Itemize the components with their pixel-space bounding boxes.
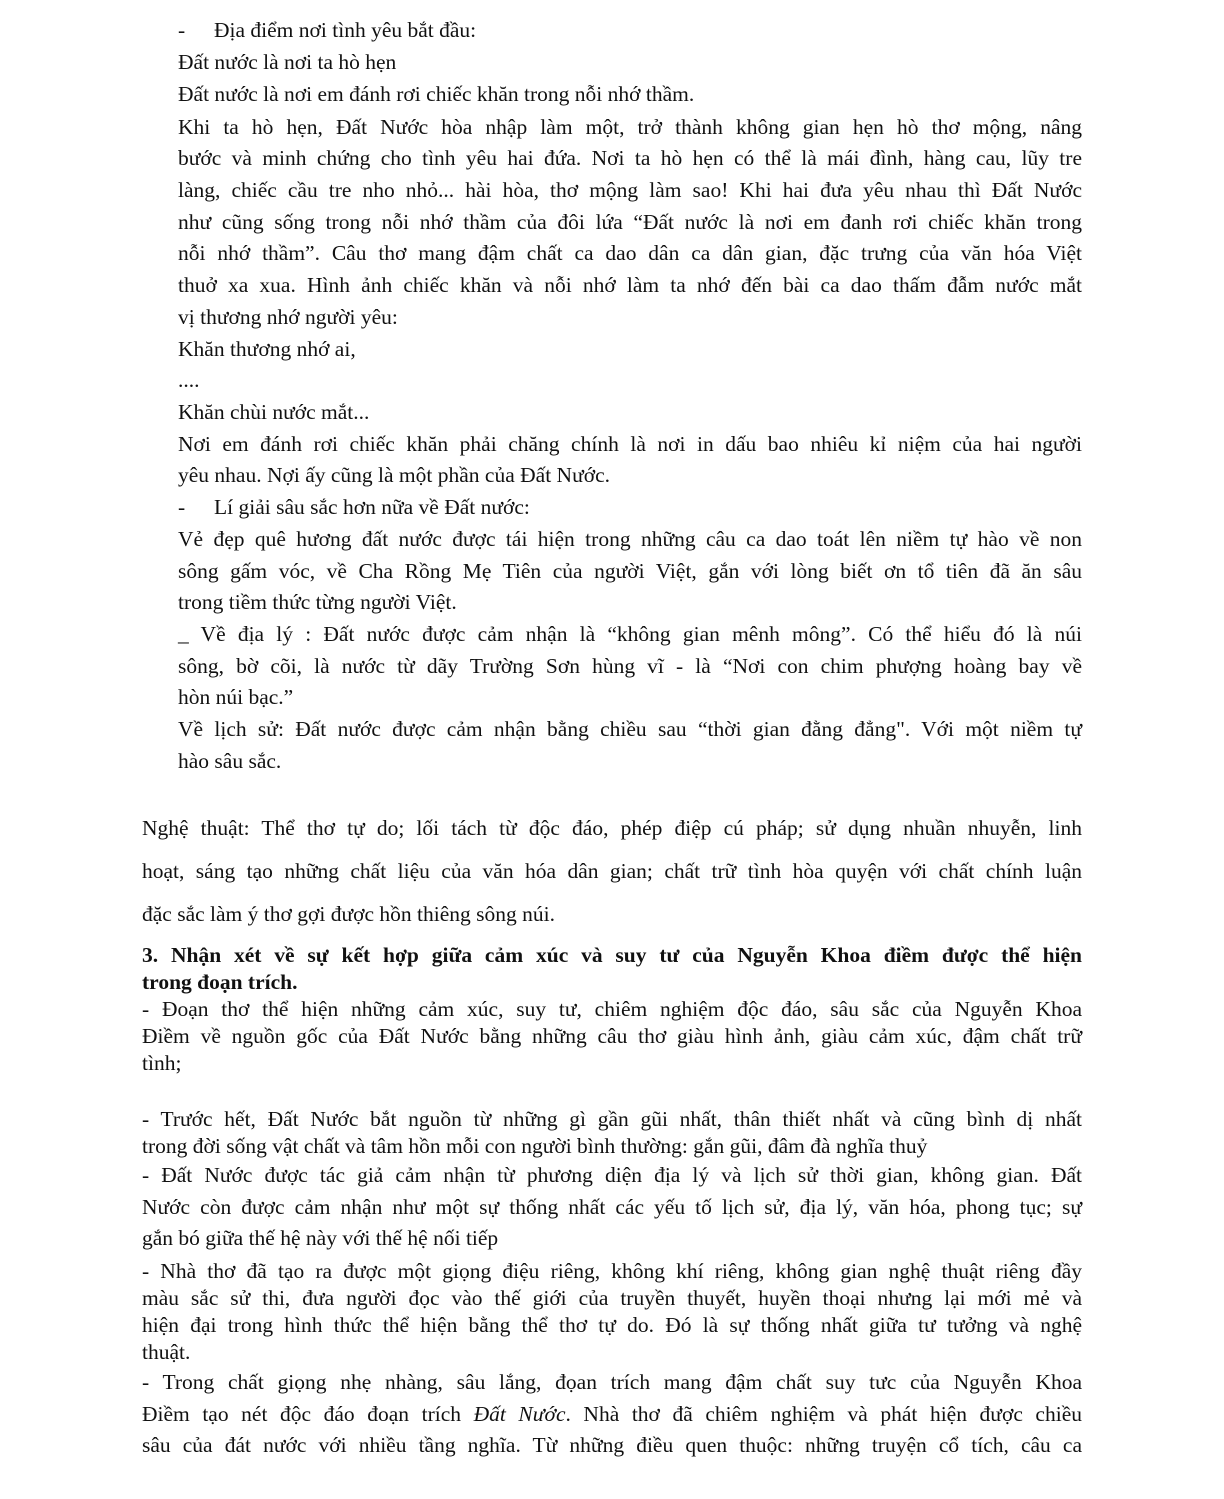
- paragraph-line: yêu nhau. Nợi ấy cũng là một phần của Đất Nước.: [178, 463, 611, 487]
- paragraph-line: trong tiềm thức từng người Việt.: [178, 590, 457, 614]
- list-item-deeper-explanation: [178, 494, 1082, 520]
- bullet-line: [142, 1401, 1082, 1427]
- dash-marker: -: [178, 18, 186, 42]
- paragraph-line: sông, bờ cõi, là nước từ dãy Trường Sơn hùng vĩ - là “Nơi con chim phượng hoàng bay về: [178, 654, 1082, 678]
- paragraph-line: làng, chiếc cầu tre nho nhỏ... hài hòa, thơ mộng làm sao! Khi hai đưa yêu nhau thì Đất Nước: [178, 178, 1082, 202]
- bullet-line: Nước còn được cảm nhận như một sự thống nhất các yếu tố lịch sử, địa lý, văn hóa, phong tục; sự: [142, 1195, 1082, 1219]
- bullet-line: - Đất Nước được tác giả cảm nhận từ phương diện địa lý và lịch sử thời gian, không gian. Đất: [142, 1163, 1082, 1187]
- paragraph-line: vị thương nhớ người yêu:: [178, 305, 398, 329]
- text-run: . Nhà thơ đã chiêm nghiệm và phát hiện được chiều: [565, 1402, 1082, 1426]
- paragraph-line: sông gấm vóc, về Cha Rồng Mẹ Tiên của người Việt, gắn với lòng biết ơn tổ tiên đã ăn sâu: [178, 559, 1082, 583]
- art-paragraph-line: hoạt, sáng tạo những chất liệu của văn hóa dân gian; chất trữ tình hòa quyện với chất chính luận: [142, 859, 1082, 883]
- bullet-line: tình;: [142, 1051, 182, 1075]
- paragraph-line: hào sâu sắc.: [178, 749, 282, 773]
- paragraph-line: Nơi em đánh rơi chiếc khăn phải chăng chính là nơi in dấu bao nhiêu kỉ niệm của hai người: [178, 432, 1082, 456]
- paragraph-line: thuở xa xua. Hình ảnh chiếc khăn và nỗi nhớ làm ta nhớ đến bài ca dao thấm đẫm nước mắt: [178, 273, 1082, 297]
- section-heading: trong đoạn trích.: [142, 970, 298, 994]
- list-item-label: Địa điểm nơi tình yêu bắt đầu:: [214, 18, 477, 42]
- work-title: Đất Nước: [473, 1402, 566, 1426]
- paragraph-line: như cũng sống trong nỗi nhớ thầm của đôi lứa “Đất nước là nơi em đanh rơi chiếc khăn trong: [178, 210, 1082, 234]
- bullet-line: Điềm về nguồn gốc của Đất Nước bằng những câu thơ giàu hình ảnh, giàu cảm xúc, đậm chất trữ: [142, 1024, 1082, 1048]
- bullet-line: thuật.: [142, 1340, 191, 1364]
- list-item-love-place: [178, 17, 1082, 43]
- art-paragraph-line: Nghệ thuật: Thể thơ tự do; lối tách từ độc đáo, phép điệp cú pháp; sử dụng nhuần nhuyễn, linh: [142, 816, 1082, 840]
- section-heading: 3. Nhận xét về sự kết hợp giữa cảm xúc và suy tư của Nguyễn Khoa điềm được thể hiện: [142, 943, 1082, 967]
- verse-line: Đất nước là nơi em đánh rơi chiếc khăn trong nỗi nhớ thầm.: [178, 82, 695, 106]
- bullet-line: - Trong chất giọng nhẹ nhàng, sâu lắng, đọan trích mang đậm chất suy tưc của Nguyễn Khoa: [142, 1370, 1082, 1394]
- bullet-line: - Trước hết, Đất Nước bắt nguồn từ những gì gần gũi nhất, thân thiết nhất và cũng bình dị nhất: [142, 1107, 1082, 1131]
- bullet-line: gắn bó giữa thế hệ này với thế hệ nối tiếp: [142, 1226, 499, 1250]
- bullet-line: sâu của đát nước với nhiều tầng nghĩa. Từ những điều quen thuộc: những truyện cổ tích, câu ca: [142, 1433, 1082, 1457]
- poem-line: Khăn thương nhớ ai,: [178, 337, 356, 361]
- paragraph-line: bước và minh chứng cho tình yêu hai đứa. Nơi ta hò hẹn có thể là mái đình, hàng cau, lũy tre: [178, 146, 1082, 170]
- bullet-line: trong đời sống vật chất và tâm hồn mỗi con người bình thường: gắn gũi, đâm đà nghĩa thuỷ: [142, 1134, 928, 1158]
- paragraph-line: Khi ta hò hẹn, Đất Nước hòa nhập làm một, trở thành không gian hẹn hò thơ mộng, nâng: [178, 115, 1082, 139]
- dash-marker: -: [178, 495, 186, 519]
- poem-line: ....: [178, 368, 200, 392]
- text-run: Điềm tạo nét độc đáo đoạn trích: [142, 1402, 474, 1426]
- paragraph-line: Về lịch sử: Đất nước được cảm nhận bằng chiều sau “thời gian đằng đẳng". Với một niềm tự: [178, 717, 1082, 741]
- paragraph-line: nỗi nhớ thầm”. Câu thơ mang đậm chất ca dao dân ca dân gian, đặc trưng của văn hóa Việt: [178, 241, 1082, 265]
- art-paragraph-line: đặc sắc làm ý thơ gợi được hồn thiêng sông núi.: [142, 902, 555, 926]
- verse-line: Đất nước là nơi ta hò hẹn: [178, 50, 397, 74]
- bullet-line: - Nhà thơ đã tạo ra được một giọng điệu riêng, không khí riêng, không gian nghệ thuật riêng đầy: [142, 1259, 1082, 1283]
- paragraph-line: hòn núi bạc.”: [178, 685, 294, 709]
- bullet-line: màu sắc sử thi, đưa người đọc vào thế giới của truyền thuyết, huyền thoại nhưng lại mới mẻ và: [142, 1286, 1082, 1310]
- paragraph-line: _ Về địa lý : Đất nước được cảm nhận là “không gian mênh mông”. Có thể hiểu đó là núi: [178, 622, 1082, 646]
- list-item-label: Lí giải sâu sắc hơn nữa về Đất nước:: [214, 495, 530, 519]
- paragraph-line: Vẻ đẹp quê hương đất nước được tái hiện trong những câu ca dao toát lên niềm tự hào về non: [178, 527, 1082, 551]
- poem-line: Khăn chùi nước mắt...: [178, 400, 370, 424]
- bullet-line: hiện đại trong hình thức thể hiện bằng thể thơ tự do. Đó là sự thống nhất giữa tư tưởng và nghệ: [142, 1313, 1082, 1337]
- bullet-line: - Đoạn thơ thể hiện những cảm xúc, suy tư, chiêm nghiệm độc đáo, sâu sắc của Nguyễn Khoa: [142, 997, 1082, 1021]
